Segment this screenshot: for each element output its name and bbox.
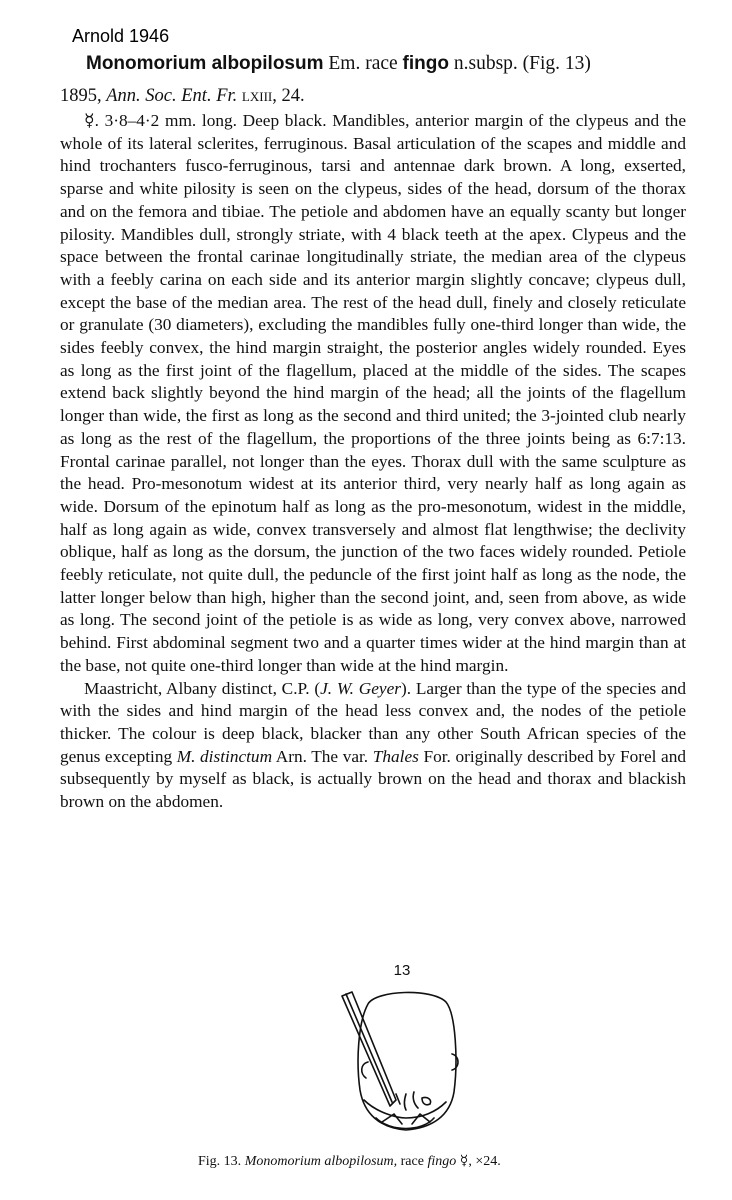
caption-subspecies: fingo [427, 1154, 457, 1169]
citation-volume: lxiii, [241, 86, 277, 106]
original-citation [60, 84, 305, 108]
citation-page: 24. [281, 86, 305, 106]
locality-paragraph [60, 678, 686, 814]
comparison-text-3: For. originally described by Forel and subsequently by myself as black, is actually brown on the head and thorax and blackish brown on the abdomen. [60, 746, 687, 812]
species-title [86, 52, 686, 76]
compared-species: M. distinctum [176, 746, 273, 766]
locality-text: Maastricht, Albany distinct, C.P. ( [84, 678, 321, 698]
caption-magnification: ×24. [475, 1154, 501, 1169]
citation-year: 1895, [60, 86, 102, 106]
subspecies-name: fingo [402, 53, 449, 74]
caption-species: Monomorium albopilosum, [244, 1154, 398, 1169]
collector-name: J. W. Geyer [320, 678, 401, 698]
figure-caption [198, 1153, 618, 1170]
caption-symbol: ☿, [459, 1154, 472, 1169]
comparison-text: ). Larger than the type of the species and with the sides and hind margin of the head less convex and, the nodes of the petiole thicker. The colour is deep black, blacker than any other South African species of the genus excepting [60, 678, 686, 766]
page-header-tag: Arnold 1946 [72, 26, 170, 46]
worker-symbol: ☿ [84, 111, 95, 130]
caption-prefix: Fig. 13. [198, 1154, 242, 1169]
species-author: Em. race [328, 53, 398, 74]
citation-journal: Ann. Soc. Ent. Fr. [106, 86, 238, 106]
species-name: Monomorium albopilosum [86, 53, 324, 74]
description-paragraph [60, 110, 686, 678]
variety-name: Thales [372, 746, 419, 766]
figure-number: 13 [393, 962, 411, 979]
ant-head-drawing [336, 982, 472, 1142]
caption-race: race [400, 1154, 424, 1169]
subspecies-status: n.subsp. (Fig. 13) [453, 53, 591, 74]
comparison-text-2: Arn. The var. [272, 746, 373, 766]
description-body [60, 110, 686, 814]
description-text: . 3·8–4·2 mm. long. Deep black. Mandibles, anterior margin of the clypeus and the whole of its lateral sclerites, ferruginous. Basal articulation of the scapes and middle and hind trochanters fusco-ferruginous, tarsi and antennae dark brown. A long, exserted, sparse and white pilosity is seen on the clypeus, sides of the head, dorsum of the thorax and on the femora and tibiae. The petiole and abdomen have an equally scanty but longer pilosity. Mandibles dull, strongly striate, with 4 black teeth at the apex. Clypeus and the space between the frontal carinae longitudinally striate, the median area of the clypeus with a feebly carina on each side and its anterior margin slightly concave; clypeus dull, except the base of the median area. The rest of the head dull, finely and closely reticulate or granulate (30 diameters), excluding the mandibles fully one-third longer than wide, the sides feebly convex, the hind margin straight, the posterior angles widely rounded. Eyes as long as the first joint of the flagellum, placed at the middle of the sides. The scapes extend back slightly beyond the hind margin of the head; all the joints of the flagellum longer than wide, the first as long as the second and third united; the 3-jointed club nearly as long as the rest of the flagellum, the proportions of the three joints being as 6:7:13. Frontal carinae parallel, not longer than the eyes. Thorax dull with the same sculpture as the head. Pro-mesonotum widest at its anterior third, very nearly half as long again as wide. Dorsum of the epinotum half as long as the pro-mesonotum, widest in the middle, half as long again as wide, convex transversely and almost flat lengthwise; the declivity oblique, half as long as the dorsum, the junction of the two faces widely rounded. Petiole feebly reticulate, not quite dull, the peduncle of the first joint half as long as the node, the latter longer below than high, higher than the second joint, and, seen from above, as wide as long. The second joint of the petiole is as wide as long, very convex above, narrowed behind. First abdominal segment two and a quarter times wider at the hind margin than at the base, not quite one-third longer than wide at the hind margin. [60, 111, 686, 675]
